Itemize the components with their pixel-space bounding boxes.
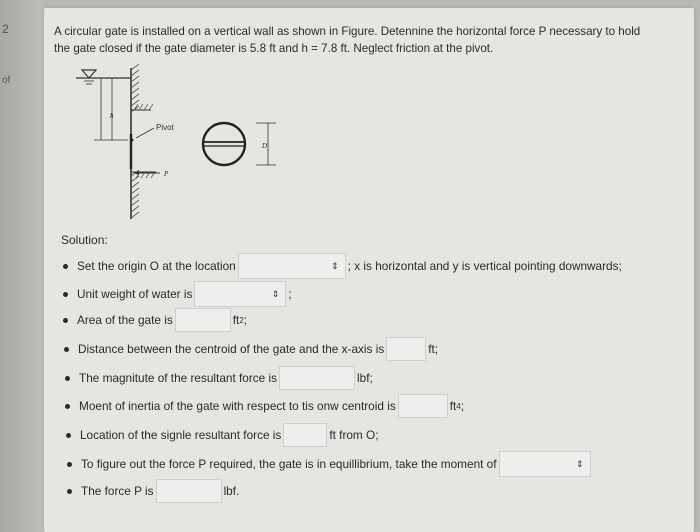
item-resultant-location-after: ft from O; <box>329 428 379 442</box>
gate-figure <box>76 64 296 224</box>
bullet-dot <box>67 489 72 494</box>
free-surface-symbol <box>82 70 96 78</box>
item-force-p-after: lbf. <box>223 484 240 498</box>
item-resultant-location-text: Location of the signle resultant force is <box>80 428 282 442</box>
moment-of-inertia-input[interactable] <box>398 394 448 418</box>
centroid-distance-input[interactable] <box>386 337 426 361</box>
item-moi-end: ; <box>460 399 465 413</box>
dropdown-arrows-icon: ⇕ <box>271 288 280 299</box>
dropdown-arrows-icon: ⇕ <box>575 458 584 469</box>
item-equilibrium-text: To figure out the force P required, the gate is in equillibrium, take the moment of <box>81 457 497 471</box>
h-label: h <box>110 112 114 120</box>
item-area-end: ; <box>243 313 248 327</box>
resultant-force-input[interactable] <box>279 366 355 390</box>
left-edge-strip <box>0 0 44 532</box>
item-force-p <box>67 479 239 503</box>
resultant-location-input[interactable] <box>283 423 327 447</box>
bullet-dot <box>65 404 70 409</box>
bullet-dot <box>63 264 68 269</box>
item-area-unit: ft <box>232 313 240 327</box>
origin-location-dropdown[interactable] <box>238 253 346 279</box>
item-resultant-force-text: The magnitute of the resultant force is <box>79 371 278 385</box>
item-resultant-location <box>66 423 379 447</box>
item-centroid-distance-after: ft; <box>428 342 439 356</box>
bullet-dot <box>66 433 71 438</box>
d-label: D <box>262 142 268 150</box>
problem-statement: A circular gate is installed on a vertical wall as shown in Figure. Detennine the horizontal force P necessary to hold the gate closed if the gate diameter is 5.8 ft and h = 7.8 ft. Neglect friction at the pivot. <box>54 25 641 55</box>
bullet-dot <box>63 292 68 297</box>
item-centroid-distance <box>64 337 438 361</box>
edge-mark-1: 2 <box>2 22 9 36</box>
item-moment-of-inertia-text: Moent of inertia of the gate with respect to tis onw centroid is <box>79 399 396 413</box>
item-area-sup: 2 <box>239 315 244 325</box>
bullet-dot <box>65 376 70 381</box>
item-resultant-force-after: lbf; <box>357 371 373 385</box>
bullet-dot <box>64 347 69 352</box>
edge-mark-2: of <box>2 75 11 86</box>
force-p-input[interactable] <box>156 479 222 503</box>
item-unit-weight-after: ; <box>288 287 292 301</box>
pivot-label: Pivot <box>156 123 174 132</box>
circular-gate-view <box>203 123 245 165</box>
dropdown-arrows-icon: ⇕ <box>331 260 339 271</box>
item-origin-text: Set the origin O at the location <box>77 259 236 273</box>
pivot-point <box>131 139 134 142</box>
item-area <box>63 308 247 332</box>
item-force-p-text: The force P is <box>81 484 154 498</box>
bullet-dot <box>63 318 68 323</box>
item-origin <box>63 253 622 279</box>
item-resultant-force <box>65 366 373 390</box>
item-moi-unit: ft <box>449 399 457 413</box>
item-origin-after: ; x is horizontal and y is vertical pointing downwards; <box>347 259 622 273</box>
bullet-dot <box>67 462 72 467</box>
item-moi-sup: 4 <box>456 401 461 411</box>
p-label: P <box>164 170 169 178</box>
moment-point-dropdown[interactable] <box>499 451 591 477</box>
item-centroid-distance-text: Distance between the centroid of the gate and the x-axis is <box>78 342 385 356</box>
item-unit-weight-text: Unit weight of water is <box>77 287 193 301</box>
item-moment-of-inertia <box>65 394 464 418</box>
unit-weight-dropdown[interactable] <box>194 281 286 307</box>
area-input[interactable] <box>175 308 231 332</box>
solution-title: Solution: <box>61 233 108 247</box>
item-equilibrium <box>67 451 593 477</box>
pivot-pointer <box>136 128 154 138</box>
item-area-text: Area of the gate is <box>77 313 173 327</box>
item-unit-weight <box>63 281 292 307</box>
